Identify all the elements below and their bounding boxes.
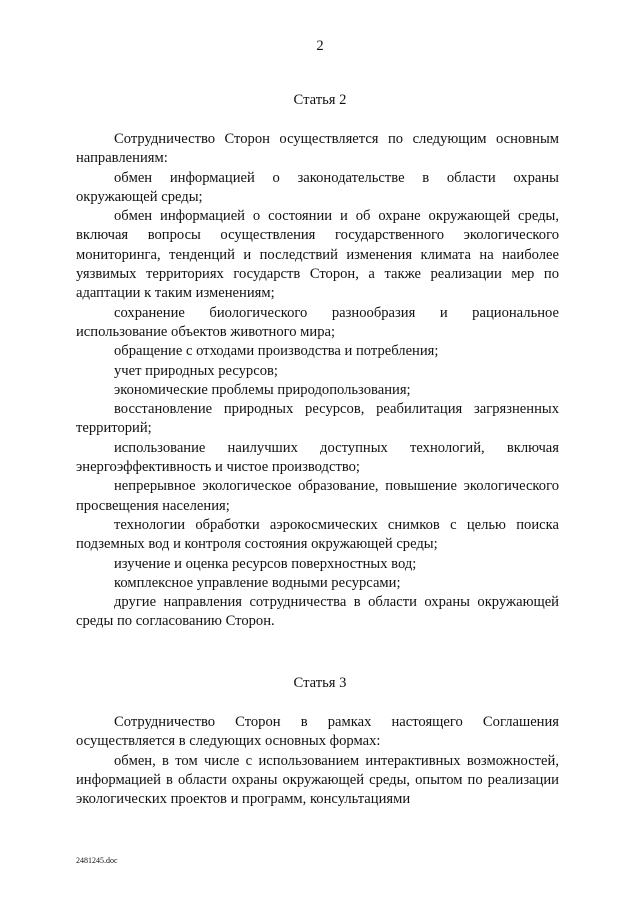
article-2-paragraph: сохранение биологического разнообразия и рациональное использование объектов животного мира; (76, 304, 559, 340)
article-2-paragraph: обмен информацией о состоянии и об охране окружающей среды, включая вопросы осуществления государственного экологического мониторинга, тенденций и последствий изменения климата на наиболее уязвимых территориях государств Сторон, а также реализации мер по адаптации к таким изменениям; (76, 208, 559, 302)
article-2-paragraph: изучение и оценка ресурсов поверхностных вод; (114, 555, 417, 572)
article-2-heading: Статья 2 (293, 92, 347, 108)
article-2-paragraph: комплексное управление водными ресурсами; (114, 574, 401, 591)
article-2-paragraph: другие направления сотрудничества в области охраны окружающей среды по согласованию Сторон. (76, 594, 559, 630)
article-3-paragraph: Сотрудничество Сторон в рамках настоящего Соглашения осуществляется в следующих основных формах: (76, 714, 559, 750)
article-2-paragraph: непрерывное экологическое образование, повышение экологического просвещения населения; (76, 478, 559, 514)
article-2-paragraph: восстановление природных ресурсов, реабилитация загрязненных территорий; (76, 401, 559, 437)
article-2-paragraph: обмен информацией о законодательстве в области охраны окружающей среды; (76, 169, 559, 205)
article-2-paragraph: технологии обработки аэрокосмических снимков с целью поиска подземных вод и контроля состояния окружающей среды; (76, 516, 559, 553)
article-2-paragraph: использование наилучших доступных технологий, включая энергоэффективность и чистое производство; (76, 439, 559, 476)
footer-file-name: 2481245.doc (76, 856, 118, 865)
article-2-paragraph: Сотрудничество Сторон осуществляется по следующим основным направлениям: (76, 131, 559, 167)
article-2-body (76, 130, 559, 632)
page-number: 2 (316, 38, 324, 54)
article-3-body (76, 713, 559, 809)
article-2-paragraph: экономические проблемы природопользования; (114, 381, 411, 398)
article-2-paragraph: обращение с отходами производства и потребления; (114, 343, 439, 360)
article-3-heading: Статья 3 (293, 675, 347, 691)
article-2-paragraph: учет природных ресурсов; (114, 362, 278, 379)
article-3-paragraph: обмен, в том числе с использованием интерактивных возможностей, информацией в области охраны окружающей среды, опытом по реализации экологических проектов и программ, консультациями (76, 752, 559, 808)
